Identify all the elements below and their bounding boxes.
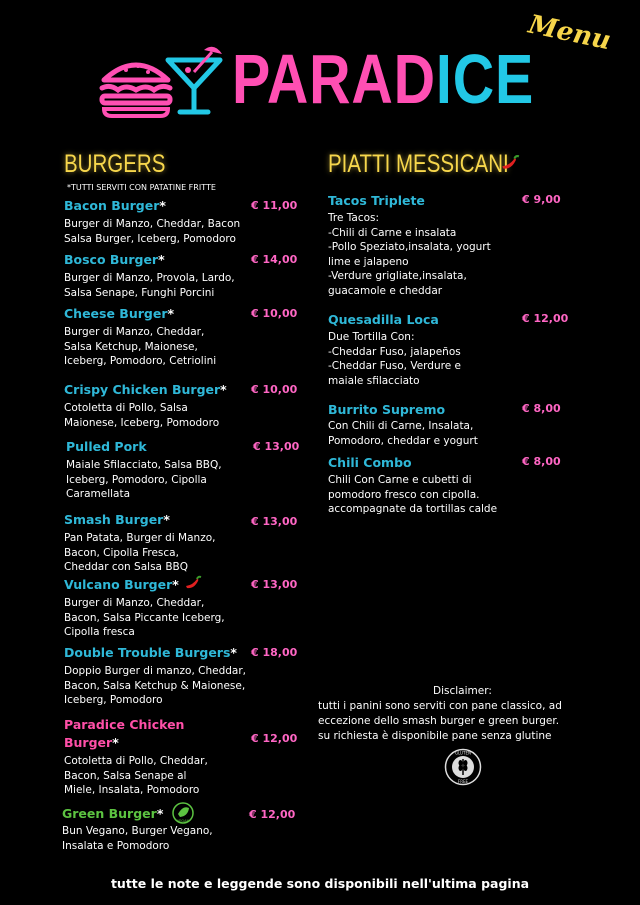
menu-item-desc: Pan Patata, Burger di Manzo, Bacon, Cipolla Fresca, Cheddar con Salsa BBQ <box>64 532 216 574</box>
menu-item-price: € 12,00 <box>251 732 298 745</box>
menu-item-name: Burrito Supremo <box>328 402 446 417</box>
menu-item-desc: Con Chili di Carne, Insalata, Pomodoro, cheddar e yogurt <box>328 420 478 447</box>
menu-item-name: Cheese Burger* <box>64 306 175 321</box>
disclaimer-text: tutti i panini sono serviti con pane classico, ad eccezione dello smash burger e green burger. su richiesta è disponibile pane senza glutine <box>318 700 562 742</box>
logo-burger-icon <box>98 54 174 118</box>
menu-item-price: € 10,00 <box>251 383 298 396</box>
menu-item-desc: Chili Con Carne e cubetti di pomodoro fresco con cipolla. accompagnate da tortillas calde <box>328 474 498 516</box>
menu-item-price: € 9,00 <box>522 193 561 206</box>
menu-item-desc: Tre Tacos: -Chili di Carne e insalata -Pollo Speziato,insalata, yogurt lime e jalapeno -Verdure grigliate,insalata, guacamole e cheddar <box>328 212 491 297</box>
menu-item-desc: Burger di Manzo, Cheddar, Bacon, Salsa Piccante Iceberg, Cipolla fresca <box>64 597 225 639</box>
menu-item-desc: Bun Vegano, Burger Vegano, Insalata e Pomodoro <box>62 825 213 852</box>
disclaimer-title: Disclaimer: <box>433 685 492 697</box>
menu-item-price: € 13,00 <box>251 578 298 591</box>
menu-item-name: Double Trouble Burgers* <box>64 645 237 660</box>
menu-item-price: € 8,00 <box>522 455 561 468</box>
menu-item-name: Vulcano Burger* <box>64 577 179 592</box>
menu-item-desc: Burger di Manzo, Cheddar, Bacon Salsa Burger, Iceberg, Pomodoro <box>64 218 241 245</box>
menu-item-name: Quesadilla Loca <box>328 312 439 327</box>
menu-item-name: Chili Combo <box>328 455 412 470</box>
menu-item-desc: Burger di Manzo, Cheddar, Salsa Ketchup, Maionese, Iceberg, Pomodoro, Cetriolini <box>64 326 217 368</box>
messicani-title: PIATTI MESSICANI <box>328 150 509 178</box>
svg-text:GLUTEN: GLUTEN <box>454 750 472 756</box>
menu-item-price: € 12,00 <box>249 808 296 821</box>
menu-item-desc: Cotoletta di Pollo, Salsa Maionese, Iceberg, Pomodoro <box>64 402 220 429</box>
menu-item-desc: Doppio Burger di manzo, Cheddar, Bacon, Salsa Ketchup & Maionese, Iceberg, Pomodoro <box>64 665 247 707</box>
menu-item-name: Tacos Triplete <box>328 193 425 208</box>
menu-item-price: € 10,00 <box>251 307 298 320</box>
svg-text:VEGAN: VEGAN <box>176 819 190 823</box>
chili-pepper-icon <box>184 575 202 595</box>
brand-part-cyan: ICE <box>435 40 535 118</box>
menu-item-price: € 14,00 <box>251 253 298 266</box>
menu-item-price: € 18,00 <box>251 646 298 659</box>
brand-logo-text <box>232 40 535 118</box>
chili-pepper-icon <box>500 153 520 177</box>
menu-item-price: € 12,00 <box>522 312 569 325</box>
menu-item-name: Paradice Chicken Burger* <box>64 717 185 750</box>
menu-item-desc: Burger di Manzo, Provola, Lardo, Salsa Senape, Funghi Porcini <box>64 272 235 299</box>
burgers-title: BURGERS <box>64 150 166 178</box>
menu-item-price: € 13,00 <box>251 515 298 528</box>
menu-item-name: Bacon Burger* <box>64 198 166 213</box>
svg-text:FREE: FREE <box>457 779 469 784</box>
menu-item-price: € 13,00 <box>253 440 300 453</box>
menu-item-name: Green Burger* <box>62 806 164 821</box>
menu-item-name: Crispy Chicken Burger* <box>64 382 227 397</box>
menu-item-price: € 8,00 <box>522 402 561 415</box>
menu-item-desc: Maiale Sfilacciato, Salsa BBQ, Iceberg, Pomodoro, Cipolla Caramellata <box>66 459 222 501</box>
menu-item-desc: Cotoletta di Pollo, Cheddar, Bacon, Salsa Senape al Miele, Insalata, Pomodoro <box>64 755 208 797</box>
burgers-note: *TUTTI SERVITI CON PATATINE FRITTE <box>67 183 216 192</box>
menu-item-desc: Due Tortilla Con: -Cheddar Fuso, jalapeños -Cheddar Fuso, Verdure e maiale sfilacciato <box>328 331 461 387</box>
menu-item-name: Bosco Burger* <box>64 252 165 267</box>
gluten-free-icon <box>444 748 482 790</box>
brand-part-pink: PARAD <box>232 40 436 118</box>
logo-cocktail-icon <box>164 46 230 118</box>
footer-note: tutte le note e leggende sono disponibili nell'ultima pagina <box>110 876 530 891</box>
menu-script-label: Menu <box>525 9 614 57</box>
menu-item-name: Pulled Pork <box>66 439 147 454</box>
menu-item-name: Smash Burger* <box>64 512 170 527</box>
menu-item-price: € 11,00 <box>251 199 298 212</box>
